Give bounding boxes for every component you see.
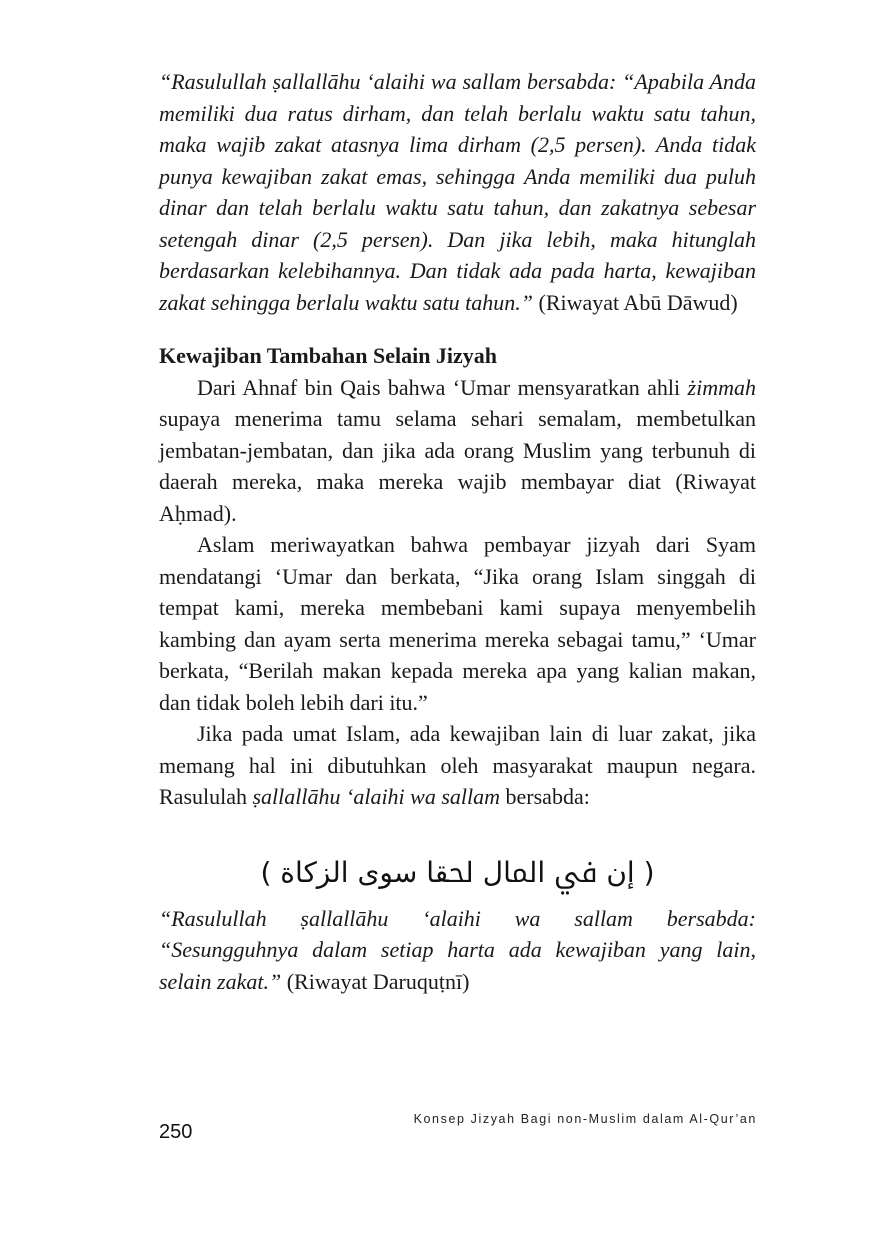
paragraph-text: supaya menerima tamu selama sehari semalam, membetulkan jembatan-jembatan, dan jika ada orang Muslim yang terbunuh di daerah mereka, maka mereka wajib membayar diat (Riwayat Aḥmad).	[159, 406, 756, 526]
paragraph-kewajiban-lain	[159, 718, 756, 813]
running-footer-title: Konsep Jizyah Bagi non-Muslim dalam Al-Qur’an	[413, 1112, 757, 1126]
hadith-quote-text: “Rasulullah ṣallallāhu ‘alaihi wa sallam bersabda: “Apabila Anda memiliki dua ratus dirham, dan telah berlalu waktu satu tahun, maka wajib zakat atasnya lima dirham (2,5 persen). Anda tidak punya kewajiban zakat emas, sehingga Anda memiliki dua puluh dinar dan telah berlalu waktu satu tahun, dan zakatnya sebesar setengah dinar (2,5 persen). Dan jika lebih, maka hitunglah berdasarkan kelebihannya. Dan tidak ada pada harta, kewajiban zakat sehingga berlalu waktu satu tahun.”	[159, 69, 756, 315]
hadith-quote-kewajiban	[159, 903, 756, 998]
page-body	[159, 66, 756, 997]
paragraph-text: Jika pada umat Islam, ada kewajiban lain di luar zakat, jika memang hal ini dibutuhkan oleh masyarakat maupun negara. Rasululah	[159, 721, 756, 809]
paragraph-text: bersabda:	[500, 784, 590, 809]
hadith-quote-zakat	[159, 66, 756, 318]
term-salawat: ṣallallāhu ‘alaihi wa sallam	[252, 784, 501, 809]
paragraph-text: Dari Ahnaf bin Qais bahwa ‘Umar mensyaratkan ahli	[197, 374, 688, 400]
page-number: 250	[159, 1121, 193, 1143]
section-heading: Kewajiban Tambahan Selain Jizyah	[159, 343, 498, 368]
term-zimmah: żimmah	[687, 374, 756, 400]
paragraph-ahnaf	[159, 372, 756, 530]
hadith-quote-text: “Rasulullah ṣallallāhu ‘alaihi wa sallam bersabda: “Sesungguhnya dalam setiap harta ada kewajiban yang lain, selain zakat.”	[159, 905, 756, 994]
hadith-quote-source: (Riwayat Daruquṭnī)	[281, 968, 470, 994]
paragraph-aslam: Aslam meriwayatkan bahwa pembayar jizyah dari Syam mendatangi ‘Umar dan berkata, “Jika orang Islam singgah di tempat kami, mereka membebani kami supaya menyembelih kambing dan ayam serta menerima mereka sebagai tamu,” ‘Umar berkata, “Berilah makan kepada mereka apa yang kalian makan, dan tidak boleh lebih dari itu.”	[159, 532, 756, 715]
arabic-hadith-text: ( ﺇﻥ ﰲ ﺍﳌﺎﻝ ﳊﻘﺎ ﺳﻮﻯ ﺍﻟﺰﻛﺎﺓ )	[260, 855, 655, 889]
hadith-quote-source: (Riwayat Abū Dāwud)	[533, 289, 738, 315]
